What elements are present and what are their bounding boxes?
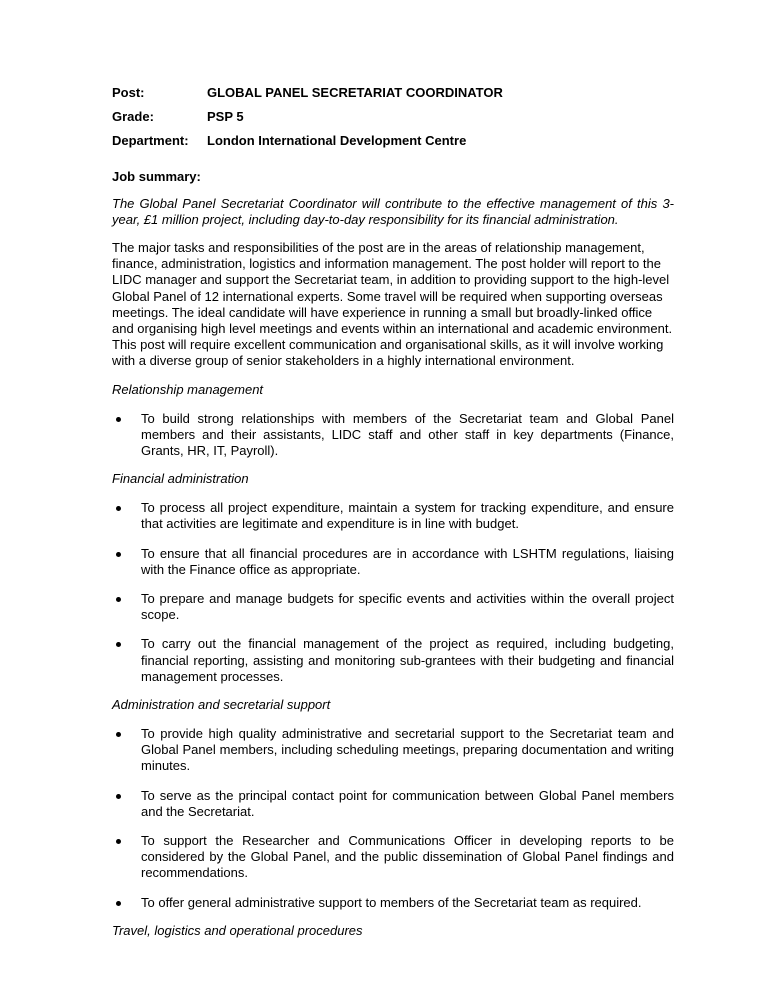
list-item: To provide high quality administrative and secretarial support to the Secretariat team and Global Panel members, including scheduling meetings, preparing documentation and writing minutes. xyxy=(112,726,674,775)
list-item: To ensure that all financial procedures are in accordance with LSHTM regulations, liaising with the Finance office as appropriate. xyxy=(112,546,674,578)
grade-value: PSP 5 xyxy=(207,109,244,124)
department-value: London International Development Centre xyxy=(207,133,467,148)
post-label: Post: xyxy=(112,85,145,100)
job-summary-intro: The Global Panel Secretariat Coordinator will contribute to the effective management of this 3-year, £1 million project, including day-to-day responsibility for its financial administration. xyxy=(112,196,674,227)
list-item: To offer general administrative support to members of the Secretariat team as required. xyxy=(112,895,674,911)
list-item: To build strong relationships with members of the Secretariat team and Global Panel members and their assistants, LIDC staff and other staff in key departments (Finance, Grants, HR, IT, Payroll). xyxy=(112,411,674,460)
bullet-icon xyxy=(116,552,121,557)
grade-row xyxy=(112,109,674,133)
bullet-icon xyxy=(116,901,121,906)
bullet-icon xyxy=(116,642,121,647)
job-summary-body: The major tasks and responsibilities of the post are in the areas of relationship management, finance, administration, logistics and information management. The post holder will report to the LIDC manager and support the Secretariat team, in addition to providing support to the high-level Global Panel of 12 international experts. Some travel will be required when supporting overseas meetings. The ideal candidate will have experience in running a small but broadly-linked office and organising high level meetings and events within an international and academic environment. This post will require excellent communication and organisational skills, as it will involve working with a diverse group of senior stakeholders in a highly international environment. xyxy=(112,240,673,369)
bullet-icon xyxy=(116,794,121,799)
financial-list xyxy=(112,500,674,685)
list-item: To process all project expenditure, maintain a system for tracking expenditure, and ensure that activities are legitimate and expenditure is in line with budget. xyxy=(112,500,674,532)
bullet-icon xyxy=(116,732,121,737)
section-title-financial: Financial administration xyxy=(112,471,249,487)
relationship-list xyxy=(112,411,674,460)
list-item: To carry out the financial management of the project as required, including budgeting, financial reporting, assisting and monitoring sub-grantees with their budgeting and financial management processes. xyxy=(112,636,674,685)
job-summary-heading: Job summary: xyxy=(112,169,201,184)
administration-list xyxy=(112,726,674,911)
bullet-icon xyxy=(116,506,121,511)
department-label: Department: xyxy=(112,133,189,148)
job-description xyxy=(112,85,674,939)
bullet-icon xyxy=(116,417,121,422)
list-item: To prepare and manage budgets for specific events and activities within the overall project scope. xyxy=(112,591,674,623)
list-item: To serve as the principal contact point for communication between Global Panel members and the Secretariat. xyxy=(112,788,674,820)
list-item: To support the Researcher and Communications Officer in developing reports to be considered by the Global Panel, and the public dissemination of Global Panel findings and recommendations. xyxy=(112,833,674,882)
section-title-administration: Administration and secretarial support xyxy=(112,697,331,713)
bullet-icon xyxy=(116,597,121,602)
bullet-icon xyxy=(116,839,121,844)
department-row xyxy=(112,133,674,157)
section-title-travel: Travel, logistics and operational procedures xyxy=(112,922,363,938)
section-title-relationship: Relationship management xyxy=(112,381,264,397)
post-row xyxy=(112,85,674,109)
post-value: GLOBAL PANEL SECRETARIAT COORDINATOR xyxy=(207,85,503,100)
grade-label: Grade: xyxy=(112,109,154,124)
